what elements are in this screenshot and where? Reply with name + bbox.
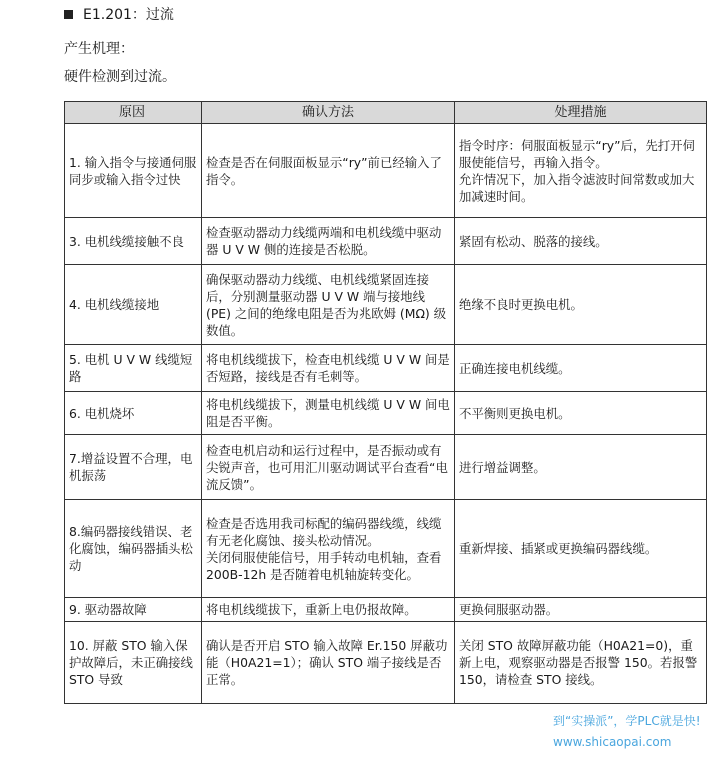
mechanism-label: 产生机理：: [64, 41, 134, 57]
solution-cell: [455, 124, 707, 218]
fault-table: [64, 101, 707, 704]
check-cell: 检查电机启动和运行过程中，是否振动或有尖锐声音，也可用汇川驱动调试平台查看“电流反馈”。: [202, 435, 455, 500]
solution-cell: 更换伺服驱动器。: [455, 598, 707, 622]
cause-cell: 4. 电机线缆接地: [65, 265, 202, 345]
solution-cell: 正确连接电机线缆。: [455, 345, 707, 392]
table-row: [65, 345, 707, 392]
check-cell: 确认是否开启 STO 输入故障 Er.150 屏蔽功能（H0A21=1）；确认 STO 端子接线是否正常。: [202, 622, 455, 704]
check-cell: 确保驱动器动力线缆、电机线缆紧固连接后，分别测量驱动器 U V W 端与接地线 (PE) 之间的绝缘电阻是否为兆欧姆 (MΩ) 级数值。: [202, 265, 455, 345]
table-row: [65, 435, 707, 500]
table-row: [65, 218, 707, 265]
check-line: 检查是否选用我司标配的编码器线缆，线缆有无老化腐蚀、接头松动情况。 关闭伺服使能信号，用手转动电机轴，查看 200B-12h 是否随着电机轴旋转变化。: [206, 515, 442, 582]
check-cell: 检查是否在伺服面板显示“ry”前已经输入了指令。: [202, 124, 455, 218]
watermark-url: www.shicaopai.com: [553, 735, 672, 749]
check-cell: 将电机线缆拔下，检查电机线缆 U V W 间是否短路，接线是否有毛刺等。: [202, 345, 455, 392]
cause-cell: 8.编码器接线错误、老化腐蚀，编码器插头松动: [65, 500, 202, 598]
check-cell: [202, 500, 455, 598]
heading-text: E1.201：过流: [83, 7, 174, 23]
header-solution: 处理措施: [455, 102, 707, 124]
check-cell: 将电机线缆拔下，重新上电仍报故障。: [202, 598, 455, 622]
header-check-method: 确认方法: [202, 102, 455, 124]
solution-cell: 紧固有松动、脱落的接线。: [455, 218, 707, 265]
solution-line: 指令时序：伺服面板显示“ry”后，先打开伺服使能信号，再输入指令。 允许情况下，加入指令滤波时间常数或加大加减速时间。: [459, 137, 695, 204]
solution-cell: 关闭 STO 故障屏蔽功能（H0A21=0)，重新上电，观察驱动器是否报警 150。若报警 150，请检查 STO 接线。: [455, 622, 707, 704]
square-bullet-icon: [64, 10, 73, 19]
watermark-slogan: 到“实操派”，学PLC就是快!: [553, 714, 701, 728]
solution-cell: 进行增益调整。: [455, 435, 707, 500]
table-row: [65, 392, 707, 435]
cause-cell: 5. 电机 U V W 线缆短路: [65, 345, 202, 392]
table-row: [65, 124, 707, 218]
mechanism-text: 硬件检测到过流。: [64, 69, 176, 85]
cause-cell: 3. 电机线缆接触不良: [65, 218, 202, 265]
cause-cell: 10. 屏蔽 STO 输入保护故障后，未正确接线 STO 导致: [65, 622, 202, 704]
solution-cell: 不平衡则更换电机。: [455, 392, 707, 435]
header-cause: 原因: [65, 102, 202, 124]
table-header-row: [65, 102, 707, 124]
solution-cell: 绝缘不良时更换电机。: [455, 265, 707, 345]
check-cell: 将电机线缆拔下，测量电机线缆 U V W 间电阻是否平衡。: [202, 392, 455, 435]
cause-cell: 7.增益设置不合理，电机振荡: [65, 435, 202, 500]
table-row: [65, 265, 707, 345]
table-row: [65, 598, 707, 622]
table-row: [65, 622, 707, 704]
check-cell: 检查驱动器动力线缆两端和电机线缆中驱动器 U V W 侧的连接是否松脱。: [202, 218, 455, 265]
cause-cell: 1. 输入指令与接通伺服同步或输入指令过快: [65, 124, 202, 218]
table-row: [65, 500, 707, 598]
solution-cell: 重新焊接、插紧或更换编码器线缆。: [455, 500, 707, 598]
cause-cell: 6. 电机烧坏: [65, 392, 202, 435]
cause-cell: 9. 驱动器故障: [65, 598, 202, 622]
section-heading: [64, 4, 174, 24]
